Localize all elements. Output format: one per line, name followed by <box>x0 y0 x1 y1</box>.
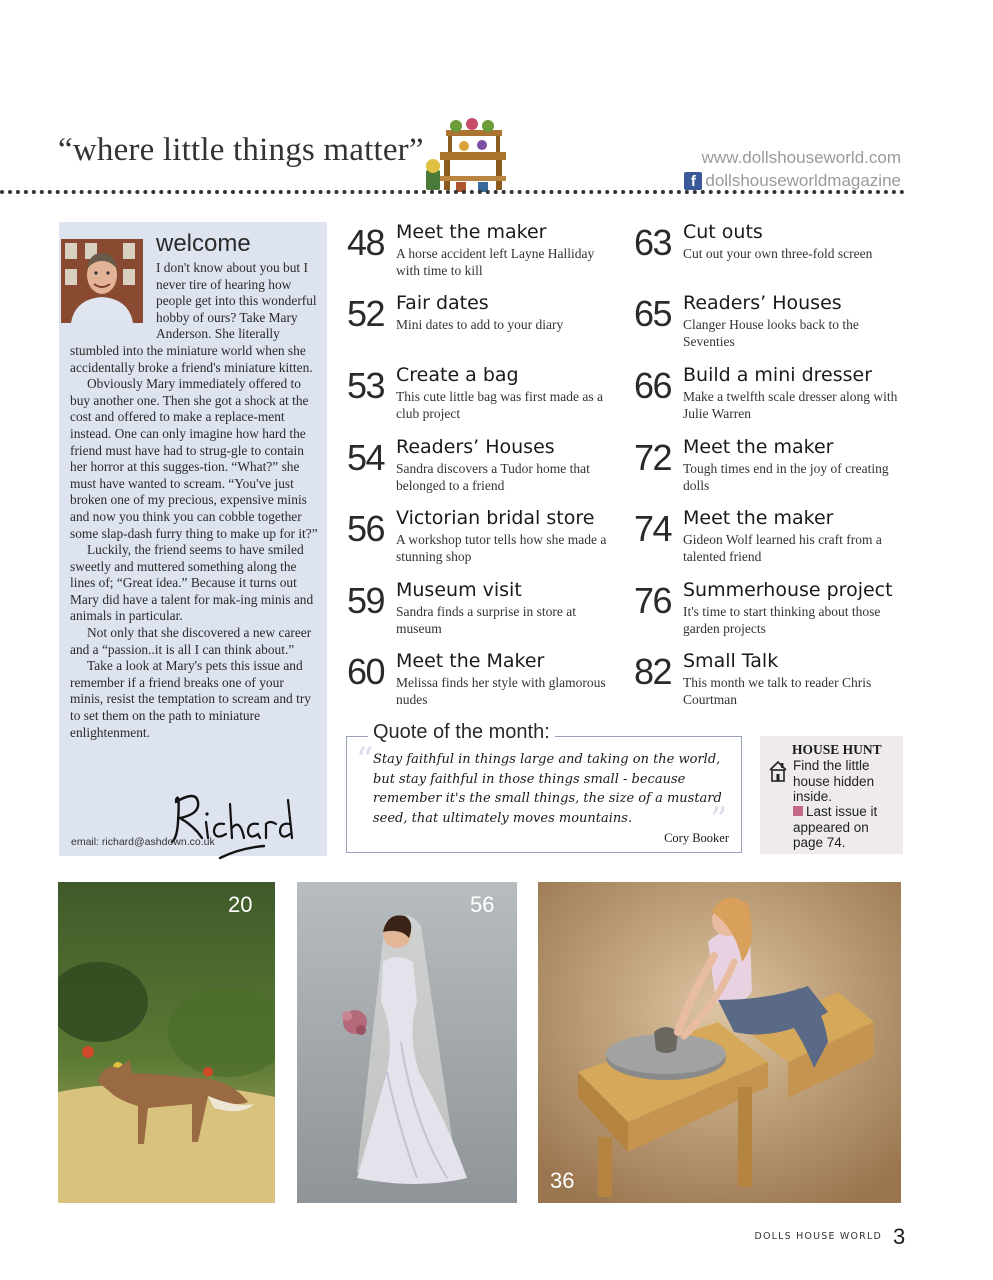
footer-magazine-name: DOLLS HOUSE WORLD <box>754 1231 882 1242</box>
entry-title: Fair dates <box>396 292 489 314</box>
entry-description: Gideon Wolf learned his craft from a talented friend <box>683 532 882 564</box>
photo-page-number: 20 <box>228 892 253 917</box>
house-icon <box>768 760 788 782</box>
photo-potter[interactable] <box>538 882 901 1203</box>
photo-page-number: 56 <box>470 892 495 917</box>
facebook-handle: dollshouseworldmagazine <box>705 171 901 190</box>
entry-page-number: 66 <box>634 365 672 406</box>
entry-description: Clanger House looks back to the Seventies <box>683 317 859 349</box>
entry-title: Cut outs <box>683 221 763 243</box>
garden-bench-illustration <box>426 118 518 196</box>
entry-description: Mini dates to add to your diary <box>396 317 564 332</box>
entry-page-number: 74 <box>634 508 672 549</box>
entry-description: Sandra discovers a Tudor home that belonged to a friend <box>396 461 590 493</box>
entry-page-number: 48 <box>347 222 385 263</box>
entry-title: Create a bag <box>396 364 519 386</box>
entry-title: Readers’ Houses <box>396 436 555 458</box>
quote-text: Stay faithful in things large and taking on the world, but stay faithful in those things small - because remember it's the small things, the size of a mustard seed, that ultimately moves mountains. <box>373 752 722 826</box>
entry-title: Summerhouse project <box>683 579 893 601</box>
photo-fox[interactable] <box>58 882 275 1203</box>
entry-title: Build a mini dresser <box>683 364 873 386</box>
entry-page-number: 59 <box>347 580 385 621</box>
entry-page-number: 54 <box>347 437 385 478</box>
welcome-heading: welcome <box>156 230 251 257</box>
facebook-icon: f <box>684 172 702 190</box>
footer-page-number: 3 <box>893 1224 906 1249</box>
entry-description: This cute little bag was first made as a club project <box>396 389 603 421</box>
entry-page-number: 72 <box>634 437 672 478</box>
photo-bride[interactable] <box>297 882 517 1203</box>
last-issue-text: Last issue it appeared on page 74. <box>793 804 878 850</box>
entry-description: A workshop tutor tells how she made a stunning shop <box>396 532 607 564</box>
letter-paragraph: Not only that she discovered a new career and a “passion..it is all I can think about.” <box>70 625 312 657</box>
editor-email[interactable]: email: richard@ashdown.co.uk <box>71 836 215 848</box>
letter-paragraph: I don't know about you but I never tire of hearing how people get into this wonderful hobby of ours? Take Mary Anderson. She literally stumbled into the miniature world when she accidentally broke a friend's miniature kitten. <box>70 260 317 375</box>
entry-title: Meet the maker <box>683 507 834 529</box>
quote-heading: Quote of the month: <box>368 721 555 744</box>
entry-description: It's time to start thinking about those garden projects <box>683 604 881 636</box>
entry-description: Cut out your own three-fold screen <box>683 246 873 261</box>
bride-photo-image <box>297 882 517 1203</box>
facebook-link[interactable] <box>684 171 901 191</box>
fox-photo-image <box>58 882 275 1203</box>
entry-title: Victorian bridal store <box>396 507 595 529</box>
close-quote-icon: ” <box>710 800 728 840</box>
entry-page-number: 53 <box>347 365 385 406</box>
entry-page-number: 76 <box>634 580 672 621</box>
entry-description: Sandra finds a surprise in store at museum <box>396 604 576 636</box>
house-hunt-last-issue <box>793 804 898 851</box>
letter-paragraph: Luckily, the friend seems to have smiled sweetly and muttered something along the lines of; “Great idea.” Because it turns out Mary did have a talent for mak-ing minis and animals in particular. <box>70 542 314 624</box>
entry-description: A horse accident left Layne Halliday with time to kill <box>396 246 595 278</box>
header-divider <box>0 190 905 194</box>
quote-author: Cory Booker <box>664 831 729 845</box>
entry-title: Meet the maker <box>683 436 834 458</box>
entry-title: Meet the Maker <box>396 650 545 672</box>
house-hunt-title: HOUSE HUNT <box>792 742 882 757</box>
entry-page-number: 60 <box>347 651 385 692</box>
entry-title: Meet the maker <box>396 221 547 243</box>
entry-title: Museum visit <box>396 579 522 601</box>
letter-paragraph: Obviously Mary immediately offered to buy another one. Then she got a shock at the cost and offered to make a replace-ment instead. One can only imagine how hard the friend must have had to strug-gle to contain her horror at this sugges-tion. “What?” she must have wanted to scream. “You've just broken one of my precious, expensive minis and now you think you can cobble together some slap-dash furry thing to make up for it?” <box>70 376 318 541</box>
entry-page-number: 82 <box>634 651 672 692</box>
magazine-tagline: “where little things matter” <box>58 132 424 168</box>
entry-description: This month we talk to reader Chris Courtman <box>683 675 872 707</box>
entry-page-number: 56 <box>347 508 385 549</box>
potter-photo-image <box>538 882 901 1203</box>
entry-page-number: 52 <box>347 293 385 334</box>
entry-description: Make a twelfth scale dresser along with Julie Warren <box>683 389 898 421</box>
entry-title: Small Talk <box>683 650 779 672</box>
editor-signature <box>150 782 300 864</box>
pink-square-icon <box>793 806 803 816</box>
letter-paragraph: Take a look at Mary's pets this issue and remember if a friend breaks one of your minis, resist the temptation to scream and try to set them on the path to miniature enlightenment. <box>70 658 311 740</box>
open-quote-icon: “ <box>356 740 374 780</box>
entry-page-number: 63 <box>634 222 672 263</box>
website-link[interactable]: www.dollshouseworld.com <box>701 148 901 167</box>
entry-page-number: 65 <box>634 293 672 334</box>
entry-description: Tough times end in the joy of creating dolls <box>683 461 889 493</box>
entry-description: Melissa finds her style with glamorous nudes <box>396 675 606 707</box>
photo-page-number: 36 <box>550 1168 575 1193</box>
entry-title: Readers’ Houses <box>683 292 842 314</box>
editors-letter <box>70 260 319 741</box>
house-hunt-text: Find the little house hidden inside. <box>793 758 875 804</box>
